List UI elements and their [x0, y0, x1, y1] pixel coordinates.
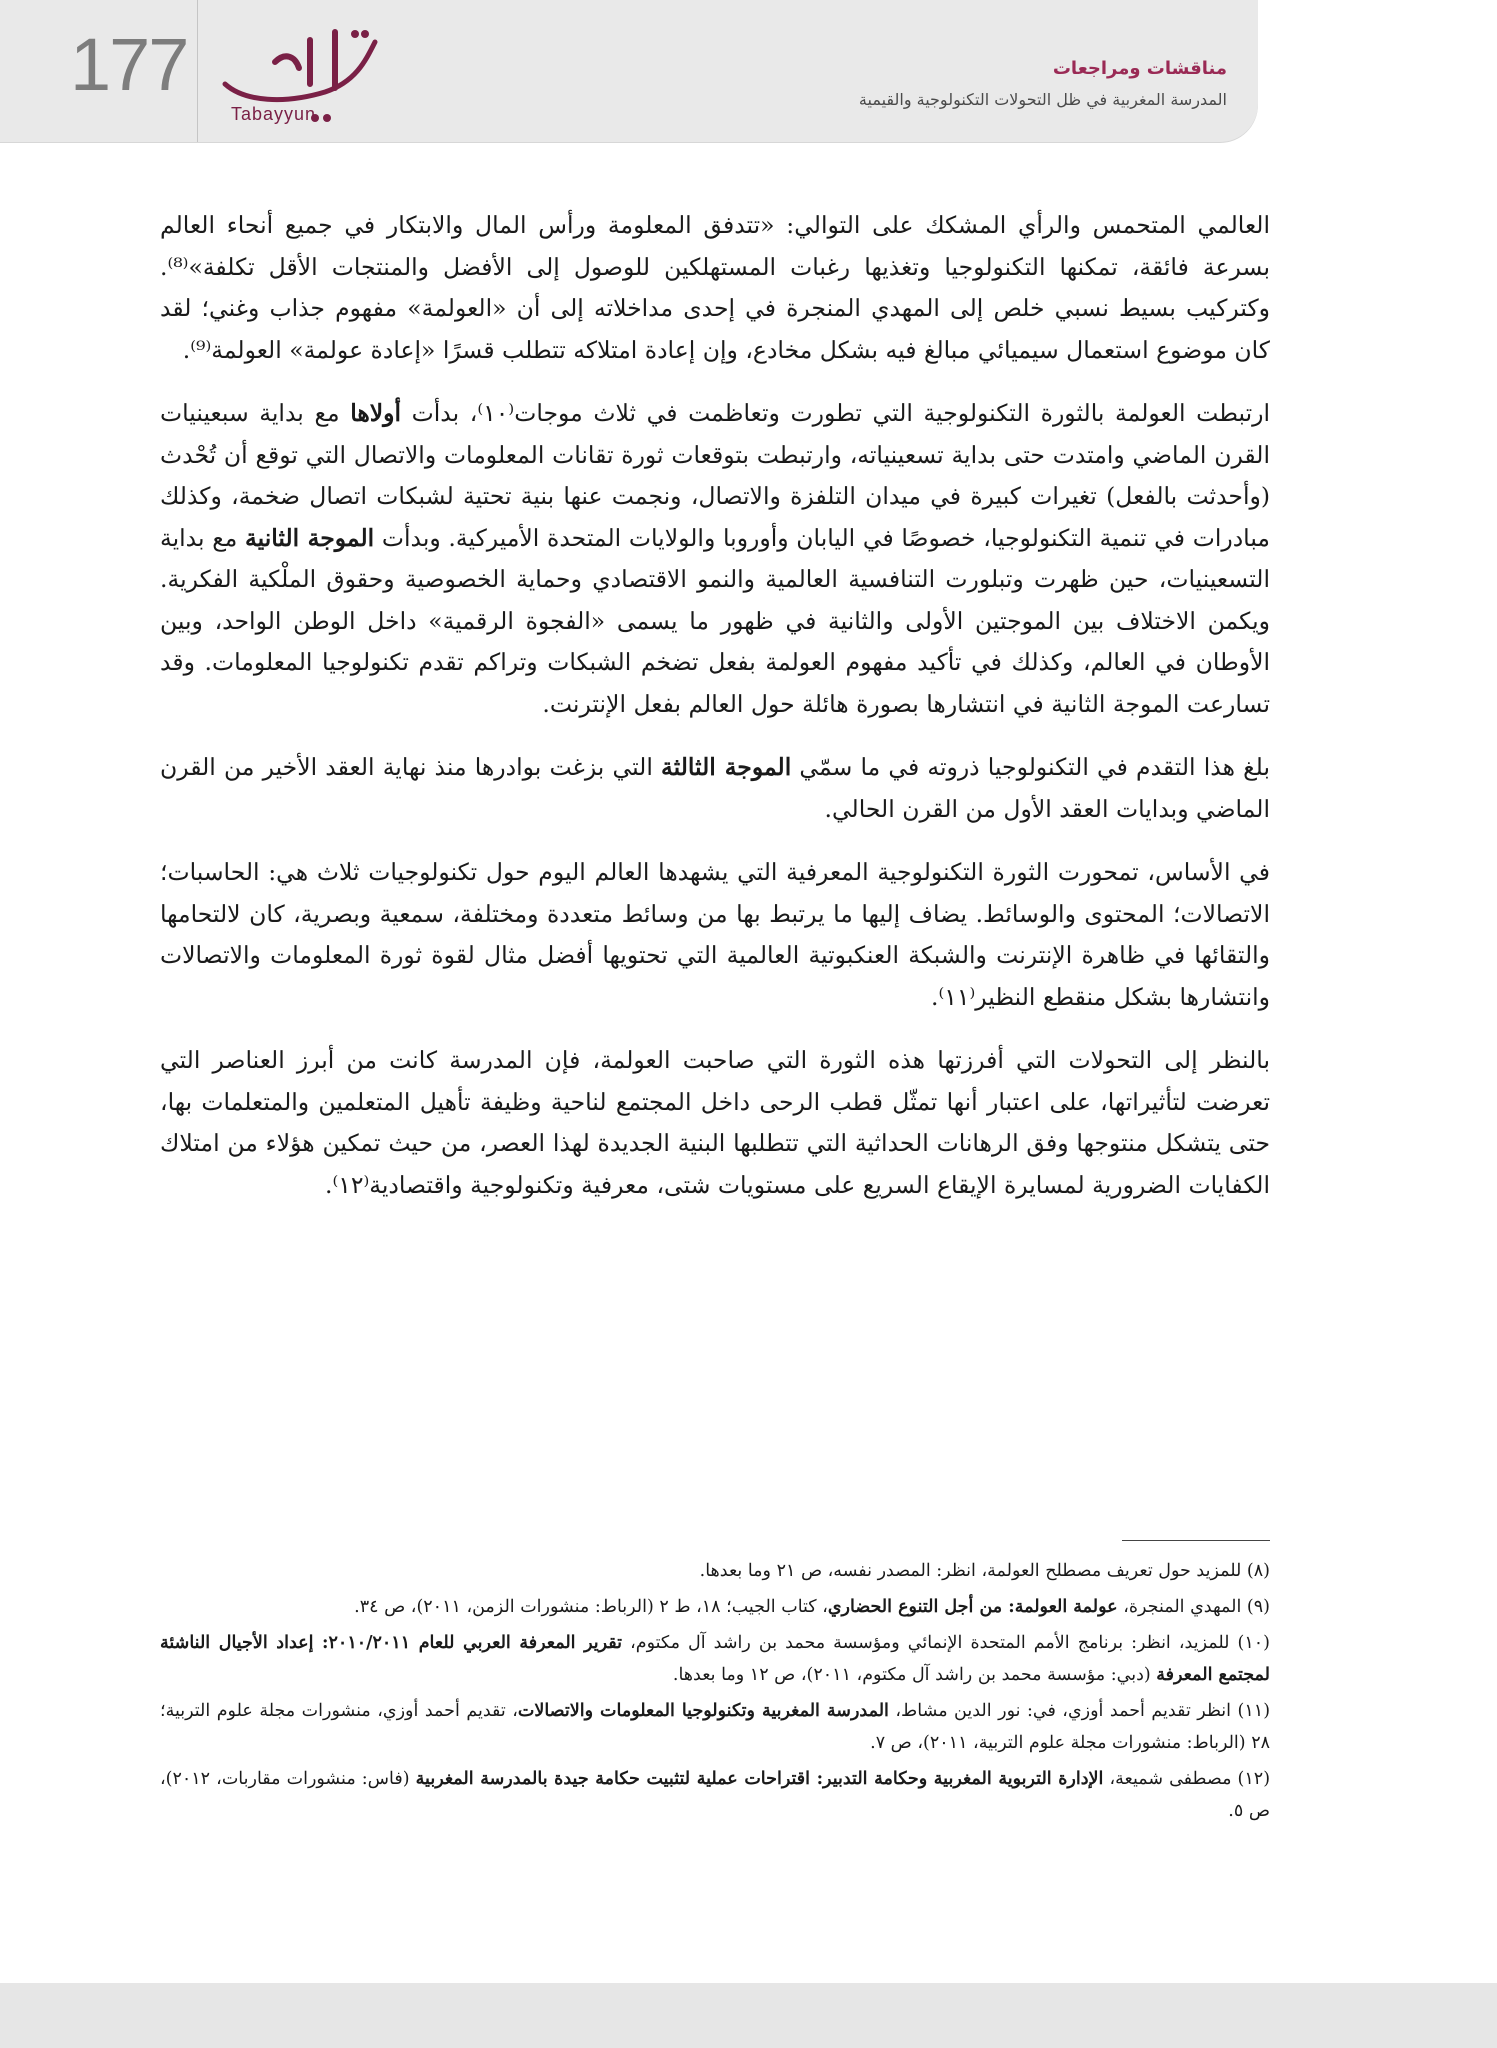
page-number: 177	[70, 23, 188, 106]
paragraph-2	[160, 393, 1270, 725]
text-run: (١٠) للمزيد، انظر: برنامج الأمم المتحدة الإنمائي ومؤسسة محمد بن راشد آل مكتوم،	[622, 1633, 1270, 1653]
book-title: الإدارة التربوية المغربية وحكامة التدبير: اقتراحات عملية لتثبيت حكامة جيدة بالمدرسة المغربية	[415, 1769, 1104, 1789]
footnote-rule	[1122, 1540, 1270, 1541]
book-title: تقرير المعرفة العربي للعام ٢٠١٠/٢٠١١: إعداد الأجيال الناشئة لمجتمع المعرفة	[160, 1633, 1270, 1685]
logo-dot	[323, 114, 331, 122]
book-title: المدرسة المغربية وتكنولوجيا المعلومات والاتصالات	[517, 1701, 889, 1721]
footnotes	[160, 1555, 1270, 1831]
text-run: (دبي: مؤسسة محمد بن راشد آل مكتوم، ٢٠١١)، ص ١٢ وما بعدها.	[672, 1665, 1157, 1685]
paragraph-5: بالنظر إلى التحولات التي أفرزتها هذه الثورة التي صاحبت العولمة، فإن المدرسة كانت من أبرز العناصر التي تعرضت لتأثيراتها، على اعتبار أنها تمثّل قطب الرحى داخل المجتمع لناحية وظيفة تأهيل المتعلمين والمتعلمات بها، حتى يتشكل منتوجها وفق الرهانات الحداثية التي تتطلبها البنية الجديدة لهذا العصر، من حيث تمكين هؤلاء من امتلاك الكفايات الضرورية لمسايرة الإيقاع السريع على مستويات شتى، معرفية وتكنولوجية واقتصادية⁽١٢⁾.	[160, 1046, 1270, 1199]
text-run: مع بداية سبعينيات القرن الماضي وامتدت حتى بداية تسعينياته، وارتبطت بتوقعات ثورة تقانات المعلومات والاتصال التي توقع أن تُحْدث (وأحدثت بالفعل) تغيرات كبيرة في ميدان التلفزة والاتصال، ونجمت عنها بنية تحتية لشبكات اتصال ضخمة، وكذلك مبادرات في تنمية التكنولوجيا، خصوصًا في اليابان وأوروبا والولايات المتحدة الأميركية. وبدأت	[160, 399, 1270, 552]
footnote-9	[160, 1591, 1270, 1623]
bold-term: الموجة الثانية	[245, 523, 375, 552]
logo-letter-stroke	[275, 32, 335, 88]
text-run: بلغ هذا التقدم في التكنولوجيا ذروته في ما سمّي	[791, 753, 1270, 781]
logo-dot	[361, 30, 369, 38]
footnote-10	[160, 1627, 1270, 1691]
header-divider	[197, 0, 198, 142]
page-footer-band	[0, 1983, 1497, 2048]
text-run: ، تقديم أحمد أوزي، منشورات مجلة علوم التربية؛ ٢٨ (الرباط: منشورات مجلة علوم التربية، ٢٠١١)، ص ٧.	[160, 1701, 1270, 1753]
text-run: (٩) المهدي المنجرة،	[1117, 1597, 1270, 1617]
text-run: (فاس: منشورات مقاربات، ٢٠١٢)، ص ٥.	[160, 1769, 1270, 1821]
footnote-12	[160, 1763, 1270, 1827]
article-body	[160, 205, 1270, 1228]
text-run: ، كتاب الجيب؛ ١٨، ط ٢ (الرباط: منشورات الزمن، ٢٠١١)، ص ٣٤.	[354, 1597, 828, 1617]
running-article-title: المدرسة المغربية في ظل التحولات التكنولوجية والقيمية	[858, 90, 1227, 109]
paragraph-4: في الأساس، تمحورت الثورة التكنولوجية المعرفية التي يشهدها العالم اليوم حول تكنولوجيات ثلاث هي: الحاسبات؛ الاتصالات؛ المحتوى والوسائط. يضاف إليها ما يرتبط بها من وسائط متعددة ومختلفة، سمعية وبصرية، كان لالتحامها والتقائها في ظاهرة الإنترنت والشبكة العنكبوتية العالمية التي تحتويها أفضل مثال لقوة ثورة المعلومات والاتصالات وانتشارها بشكل منقطع النظير⁽١١⁾.	[160, 858, 1270, 1011]
logo-dot	[351, 30, 359, 38]
text-run: التي بزغت بوادرها منذ نهاية العقد الأخير من القرن الماضي وبدايات العقد الأول من القرن الحالي.	[160, 753, 1270, 823]
footnote-11	[160, 1695, 1270, 1759]
text-run: (١٢) مصطفى شميعة،	[1103, 1769, 1271, 1789]
book-title: عولمة العولمة: من أجل التنوع الحضاري	[827, 1597, 1118, 1617]
section-title: مناقشات ومراجعات	[1052, 58, 1227, 79]
bold-term: الموجة الثالثة	[661, 753, 792, 781]
text-run: ارتبطت العولمة بالثورة التكنولوجية التي تطورت وتعاظمت في ثلاث موجات⁽١٠⁾، بدأت	[401, 399, 1271, 427]
footnote-8: (٨) للمزيد حول تعريف مصطلح العولمة، انظر: المصدر نفسه، ص ٢١ وما بعدها.	[699, 1561, 1270, 1581]
text-run: (١١) انظر تقديم أحمد أوزي، في: نور الدين مشاط،	[888, 1701, 1271, 1721]
text-run: مع بداية التسعينيات، حين ظهرت وتبلورت التنافسية العالمية والنمو الاقتصادي وحماية الخصوصية وحقوق الملْكية الفكرية. ويكمن الاختلاف بين الموجتين الأولى والثانية في ظهور ما يسمى «الفجوة الرقمية» داخل الوطن الواحد، وبين الأوطان في العالم، وكذلك في تأكيد مفهوم العولمة بفعل تضخم الشبكات وتراكم تقدم تكنولوجيا المعلومات. وقد تسارعت الموجة الثانية في انتشارها بصورة هائلة حول العالم بفعل الإنترنت.	[160, 523, 1270, 718]
paragraph-1: العالمي المتحمس والرأي المشكك على التوالي: «تتدفق المعلومة ورأس المال والابتكار في جميع أنحاء العالم بسرعة فائقة، تمكنها التكنولوجيا وتغذيها رغبات المستهلكين للوصول إلى الأفضل والمنتجات الأقل تكلفة»⁽⁸⁾. وكتركيب بسيط نسبي خلص إلى المهدي المنجرة في إحدى مداخلاته إلى أن «العولمة» مفهوم جذاب وغني؛ لقد كان موضوع استعمال سيميائي مبالغ فيه بشكل مخادع، وإن إعادة امتلاكه تتطلب قسرًا «إعادة عولمة» العولمة⁽⁹⁾.	[160, 211, 1270, 364]
paragraph-3	[160, 747, 1270, 830]
logo-latin-text: Tabayyun	[231, 104, 317, 124]
bold-term: أولاها	[350, 399, 402, 427]
